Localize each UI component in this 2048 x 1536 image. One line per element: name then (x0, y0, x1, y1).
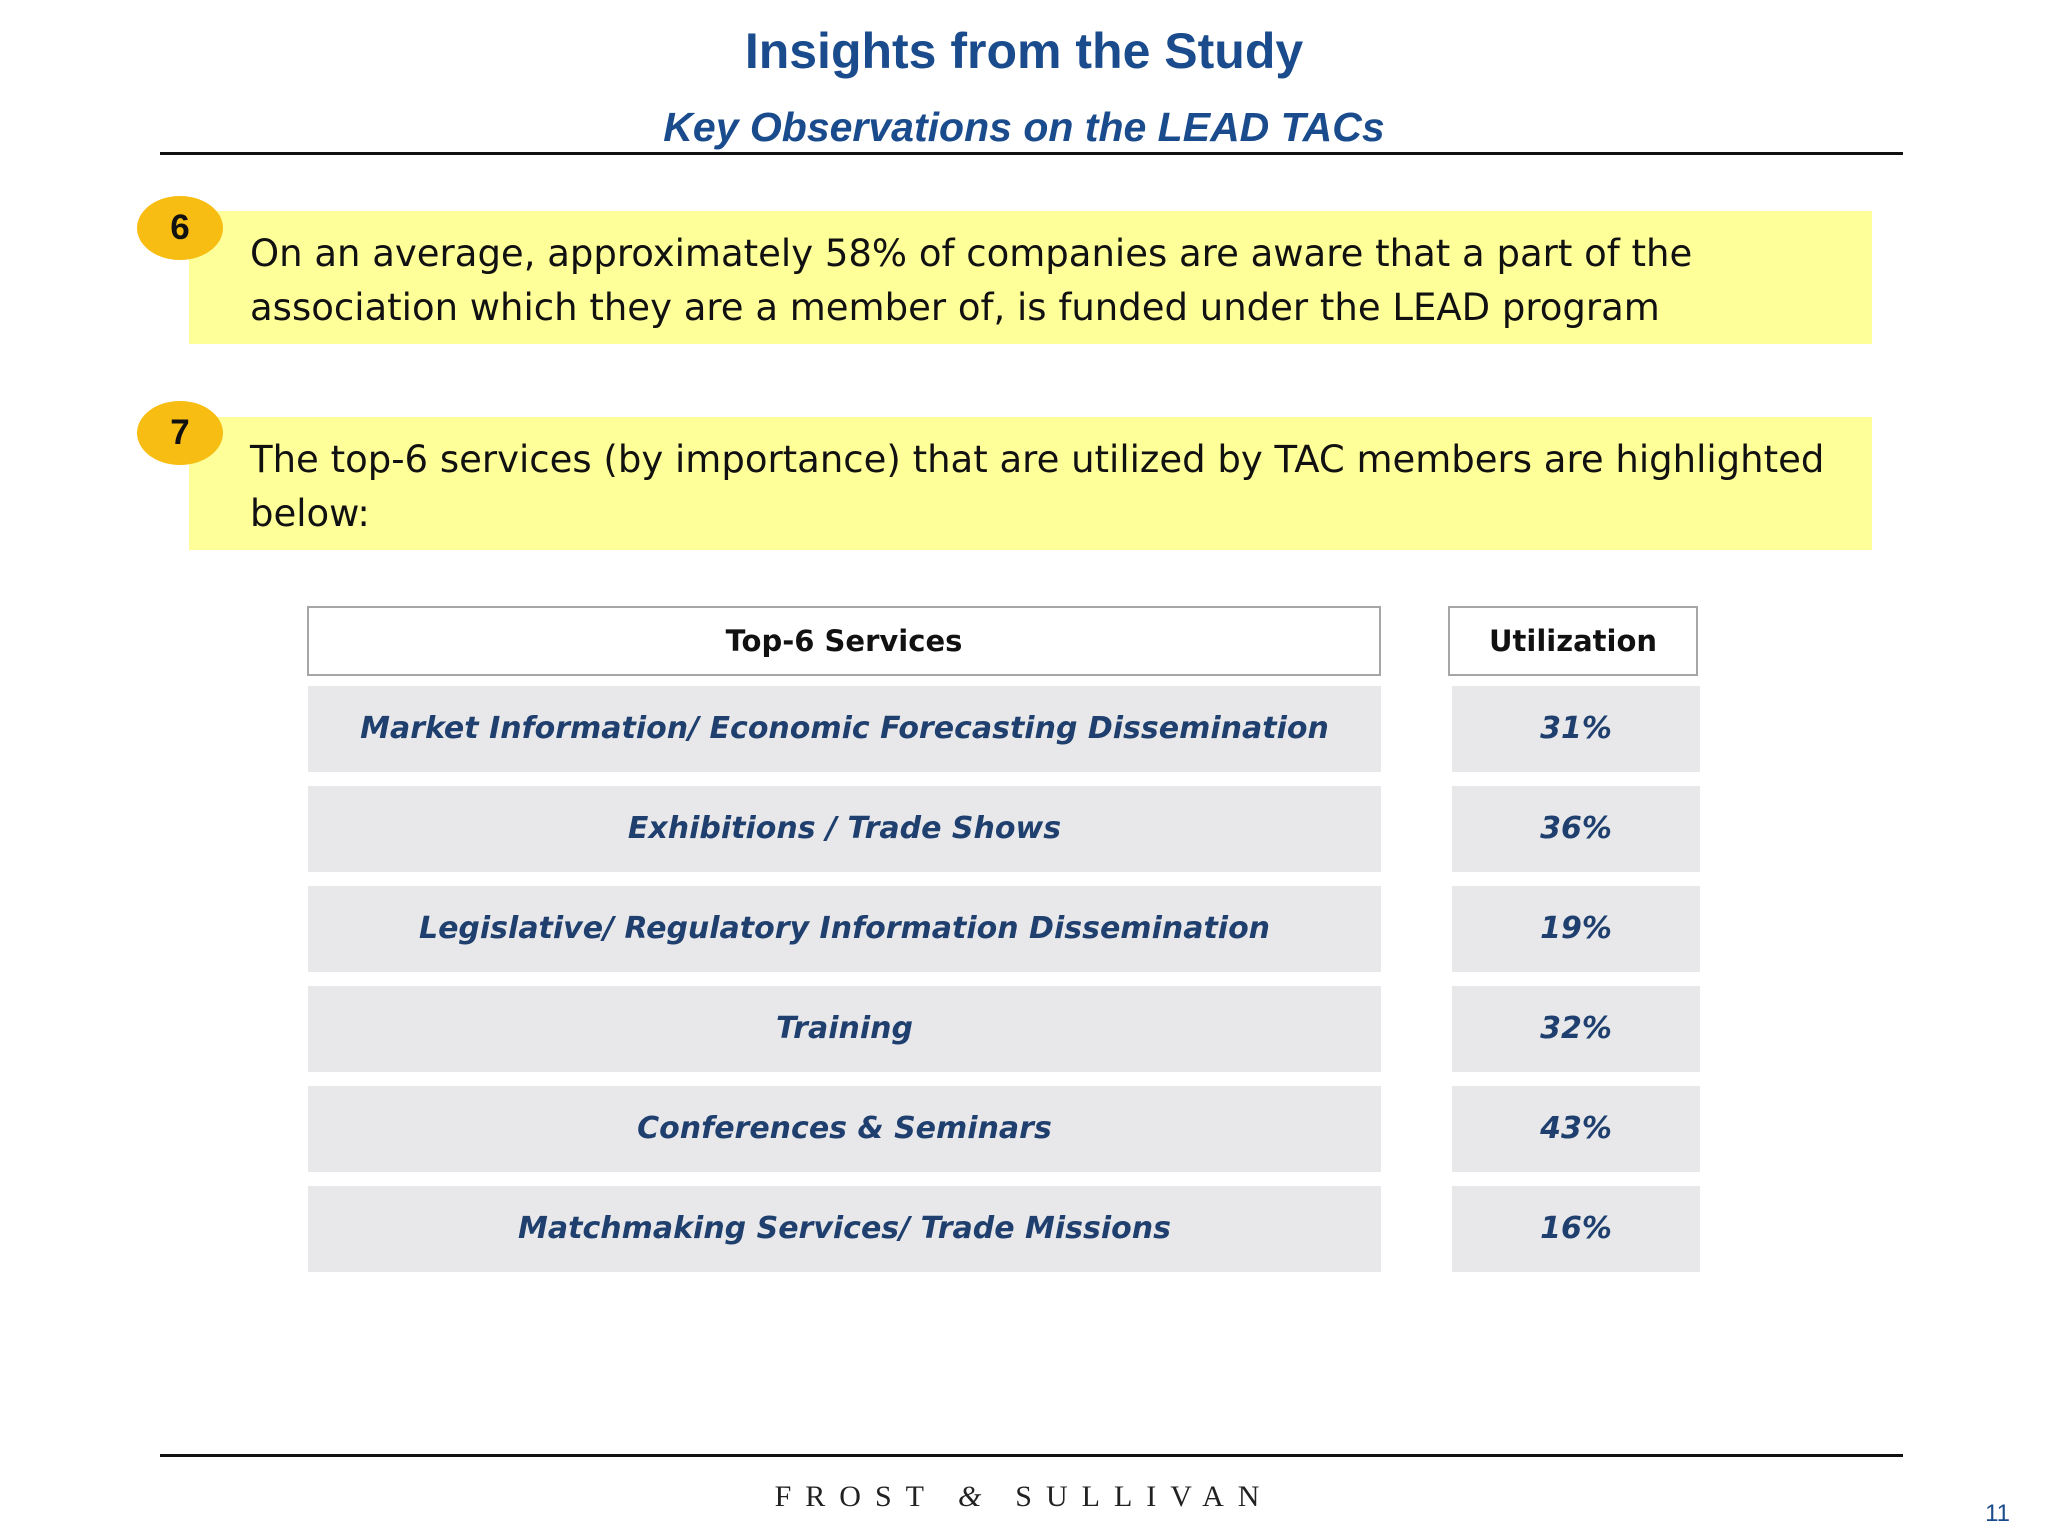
service-cell: Conferences & Seminars (308, 1086, 1381, 1172)
page-number: 11 (1985, 1500, 2010, 1527)
utilization-cell: 32% (1452, 986, 1700, 1072)
service-cell: Matchmaking Services/ Trade Missions (308, 1186, 1381, 1272)
service-cell: Legislative/ Regulatory Information Dissemination (308, 886, 1381, 972)
service-cell: Training (308, 986, 1381, 1072)
callout-text (250, 433, 1850, 541)
logo-text-left: FROST (774, 1480, 938, 1513)
callout-line: On an average, approximately 58% of companies are aware that a part of the (250, 232, 1693, 275)
callout-line: association which they are a member of, is funded under the LEAD program (250, 286, 1660, 329)
callout-line: below: (250, 492, 370, 535)
page-title: Insights from the Study (744, 23, 1304, 79)
page-subtitle: Key Observations on the LEAD TACs (663, 104, 1385, 150)
header-divider (160, 152, 1903, 155)
utilization-cell: 19% (1452, 886, 1700, 972)
callout-line: The top-6 services (by importance) that are utilized by TAC members are highlighted (250, 438, 1825, 481)
observation-number-badge: 7 (137, 401, 223, 465)
service-cell: Exhibitions / Trade Shows (308, 786, 1381, 872)
company-logo (0, 1480, 2048, 1514)
observation-number-badge: 6 (137, 196, 223, 260)
service-cell: Market Information/ Economic Forecasting Dissemination (308, 686, 1381, 772)
footer-divider (160, 1454, 1903, 1457)
callout-observation-6 (189, 211, 1872, 344)
utilization-cell: 16% (1452, 1186, 1700, 1272)
utilization-cell: 31% (1452, 686, 1700, 772)
utilization-cell: 36% (1452, 786, 1700, 872)
callout-text (250, 227, 1850, 335)
callout-observation-7 (189, 417, 1872, 550)
utilization-cell: 43% (1452, 1086, 1700, 1172)
services-column-header: Top-6 Services (307, 606, 1381, 676)
utilization-column-header: Utilization (1448, 606, 1698, 676)
logo-ampersand: & (957, 1480, 982, 1513)
logo-text-right: SULLIVAN (1015, 1480, 1274, 1513)
